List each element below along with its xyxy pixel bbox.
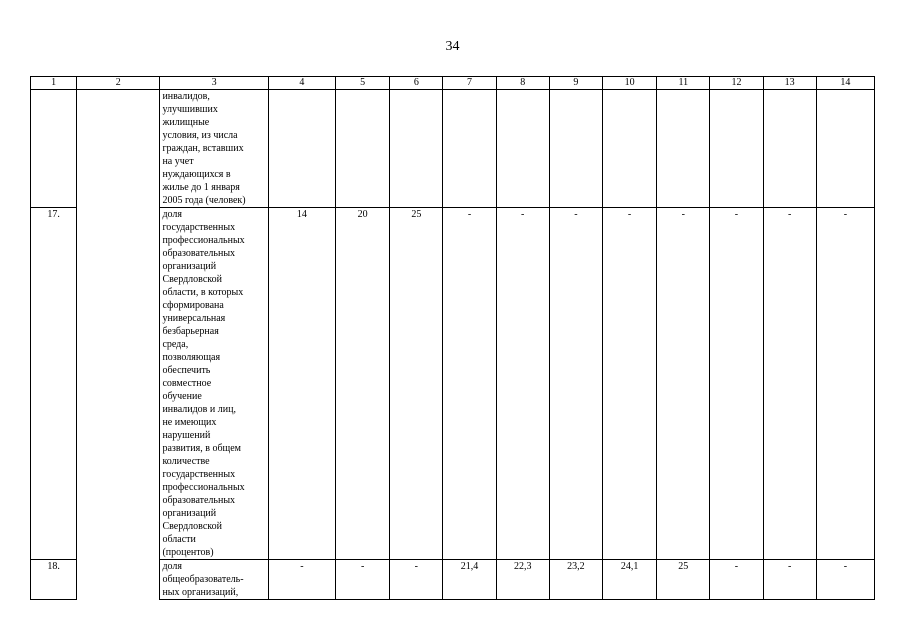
value-cell: -	[443, 208, 496, 560]
header-cell: 5	[336, 77, 390, 90]
row-description: доля общеобразователь- ных организаций,	[160, 560, 268, 600]
header-cell: 8	[496, 77, 549, 90]
value-cell: 24,1	[602, 560, 656, 600]
header-cell: 14	[816, 77, 874, 90]
header-cell: 12	[710, 77, 763, 90]
value-cell: -	[549, 208, 602, 560]
value-cell: 23,2	[549, 560, 602, 600]
value-cell: 22,3	[496, 560, 549, 600]
page-number: 34	[445, 39, 460, 54]
value-cell	[602, 90, 656, 208]
value-cell	[336, 90, 390, 208]
row-description: доля государственных профессиональных образовательных организаций Свердловской области, в которых сформирована универсальная безбарьерная среда, позволяющая обеспечить совместное обучение инвалидов и лиц, не имеющих нарушений развития, в общем количестве государственных профессиональных образовательных организаций Свердловской области (процентов)	[160, 208, 268, 560]
header-cell: 7	[443, 77, 496, 90]
value-cell	[710, 90, 763, 208]
value-cell: -	[816, 208, 874, 560]
header-cell: 4	[268, 77, 335, 90]
value-cell	[549, 90, 602, 208]
header-cell: 9	[549, 77, 602, 90]
value-cell: 20	[336, 208, 390, 560]
value-cell	[496, 90, 549, 208]
header-cell: 3	[160, 77, 268, 90]
value-cell: -	[496, 208, 549, 560]
value-cell: 25	[657, 560, 710, 600]
header-row	[31, 77, 875, 90]
header-cell: 2	[77, 77, 160, 90]
indicators-table	[30, 76, 875, 600]
value-cell	[763, 90, 816, 208]
value-cell	[268, 90, 335, 208]
value-cell	[657, 90, 710, 208]
row-column-2	[77, 90, 160, 600]
header-cell: 11	[657, 77, 710, 90]
value-cell: -	[710, 560, 763, 600]
row-number	[31, 90, 77, 208]
value-cell	[390, 90, 443, 208]
header-cell: 10	[602, 77, 656, 90]
row-description: инвалидов, улучшивших жилищные условия, из числа граждан, вставших на учет нуждающихся в жилье до 1 января 2005 года (человек)	[160, 90, 268, 208]
value-cell: -	[268, 560, 335, 600]
value-cell: -	[763, 208, 816, 560]
value-cell: -	[336, 560, 390, 600]
value-cell	[443, 90, 496, 208]
value-cell: -	[816, 560, 874, 600]
value-cell: 21,4	[443, 560, 496, 600]
header-cell: 13	[763, 77, 816, 90]
row-number: 18.	[31, 560, 77, 600]
value-cell: -	[710, 208, 763, 560]
header-cell: 6	[390, 77, 443, 90]
row-number: 17.	[31, 208, 77, 560]
value-cell: -	[763, 560, 816, 600]
value-cell: -	[390, 560, 443, 600]
table-row	[31, 90, 875, 208]
value-cell: -	[602, 208, 656, 560]
value-cell: -	[657, 208, 710, 560]
value-cell: 25	[390, 208, 443, 560]
header-cell: 1	[31, 77, 77, 90]
value-cell	[816, 90, 874, 208]
value-cell: 14	[268, 208, 335, 560]
